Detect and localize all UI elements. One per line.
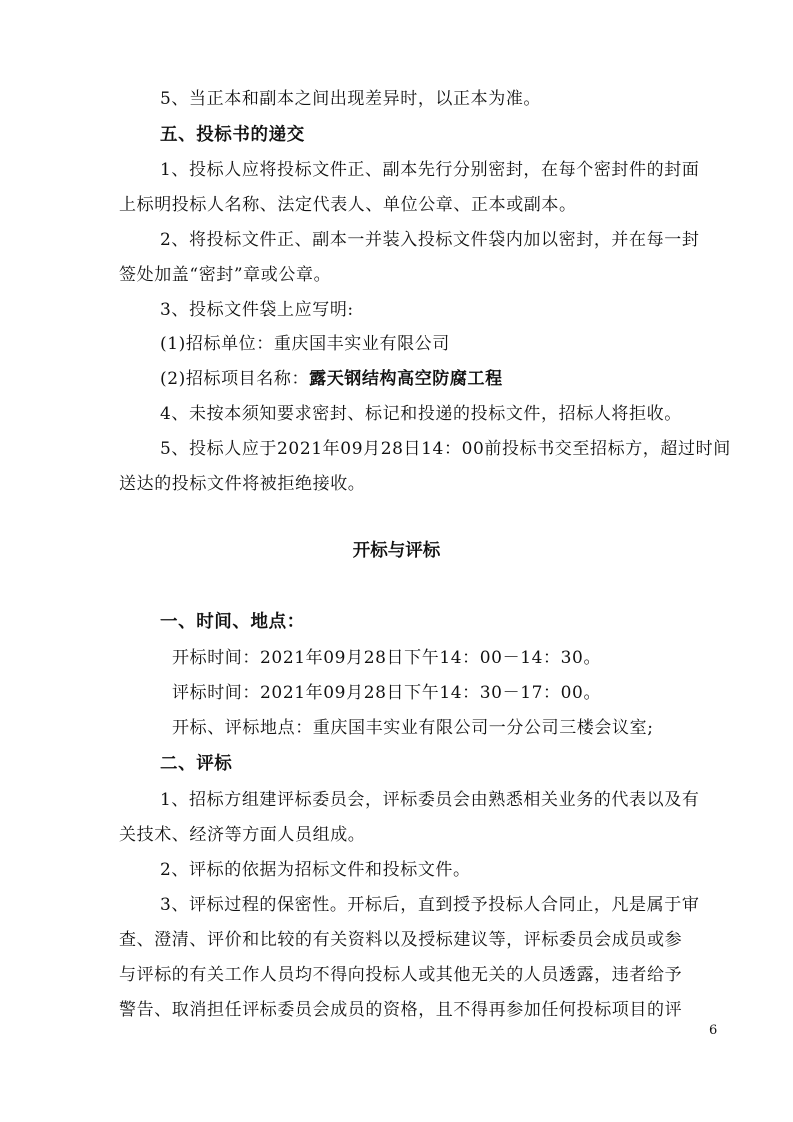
page-number: 6 — [709, 1023, 718, 1038]
submit-p3-sub2 — [160, 368, 503, 390]
eval-p3-line1: 3、评标过程的保密性。开标后，直到授予投标人合同止，凡是属于审 — [160, 895, 700, 915]
opening-time: 开标时间：2021年09月28日下午14：00－14：30。 — [172, 648, 602, 668]
heading-evaluation: 二、评标 — [160, 754, 233, 774]
submit-p1-line1: 1、投标人应将投标文件正、副本先行分别密封，在每个密封件的封面 — [160, 160, 700, 180]
eval-p1-line1: 1、招标方组建评标委员会，评标委员会由熟悉相关业务的代表以及有 — [160, 790, 700, 810]
submit-p2-line1: 2、将投标文件正、副本一并装入投标文件袋内加以密封，并在每一封 — [160, 230, 700, 250]
eval-p3-line2: 查、澄清、评价和比较的有关资料以及授标建议等，评标委员会成员或参 — [119, 930, 683, 950]
eval-p3-line3: 与评标的有关工作人员均不得向投标人或其他无关的人员透露，违者给予 — [119, 965, 683, 985]
eval-p1-line2: 关技术、经济等方面人员组成。 — [119, 825, 366, 845]
heading-bid-submission: 五、投标书的递交 — [160, 125, 305, 145]
opening-evaluation-location: 开标、评标地点：重庆国丰实业有限公司一分公司三楼会议室; — [172, 718, 654, 738]
submit-p1-line2: 上标明投标人名称、法定代表人、单位公章、正本或副本。 — [119, 195, 577, 215]
evaluation-time: 评标时间：2021年09月28日下午14：30－17：00。 — [172, 683, 602, 703]
project-name-label: (2)招标项目名称： — [160, 369, 310, 389]
submit-p3: 3、投标文件袋上应写明: — [160, 300, 354, 320]
submit-p5-line1: 5、投标人应于2021年09月28日14：00前投标书交至招标方，超过时间 — [160, 439, 731, 459]
heading-time-location: 一、时间、地点： — [160, 612, 305, 632]
submit-p3-sub1: (1)招标单位：重庆国丰实业有限公司 — [160, 334, 450, 354]
submit-p2-line2: 签处加盖“密封”章或公章。 — [119, 265, 332, 285]
eval-p2: 2、评标的依据为招标文件和投标文件。 — [160, 860, 471, 880]
submit-p5-line2: 送达的投标文件将被拒绝接收。 — [119, 474, 366, 494]
project-name-value: 露天钢结构高空防腐工程 — [309, 369, 503, 389]
submit-p4: 4、未按本须知要求密封、标记和投递的投标文件，招标人将拒收。 — [160, 404, 682, 424]
item-5-original-priority: 5、当正本和副本之间出现差异时，以正本为准。 — [160, 89, 542, 109]
eval-p3-line4: 警告、取消担任评标委员会成员的资格，且不得再参加任何投标项目的评 — [119, 1000, 683, 1020]
section-title-opening-evaluation: 开标与评标 — [352, 541, 441, 561]
